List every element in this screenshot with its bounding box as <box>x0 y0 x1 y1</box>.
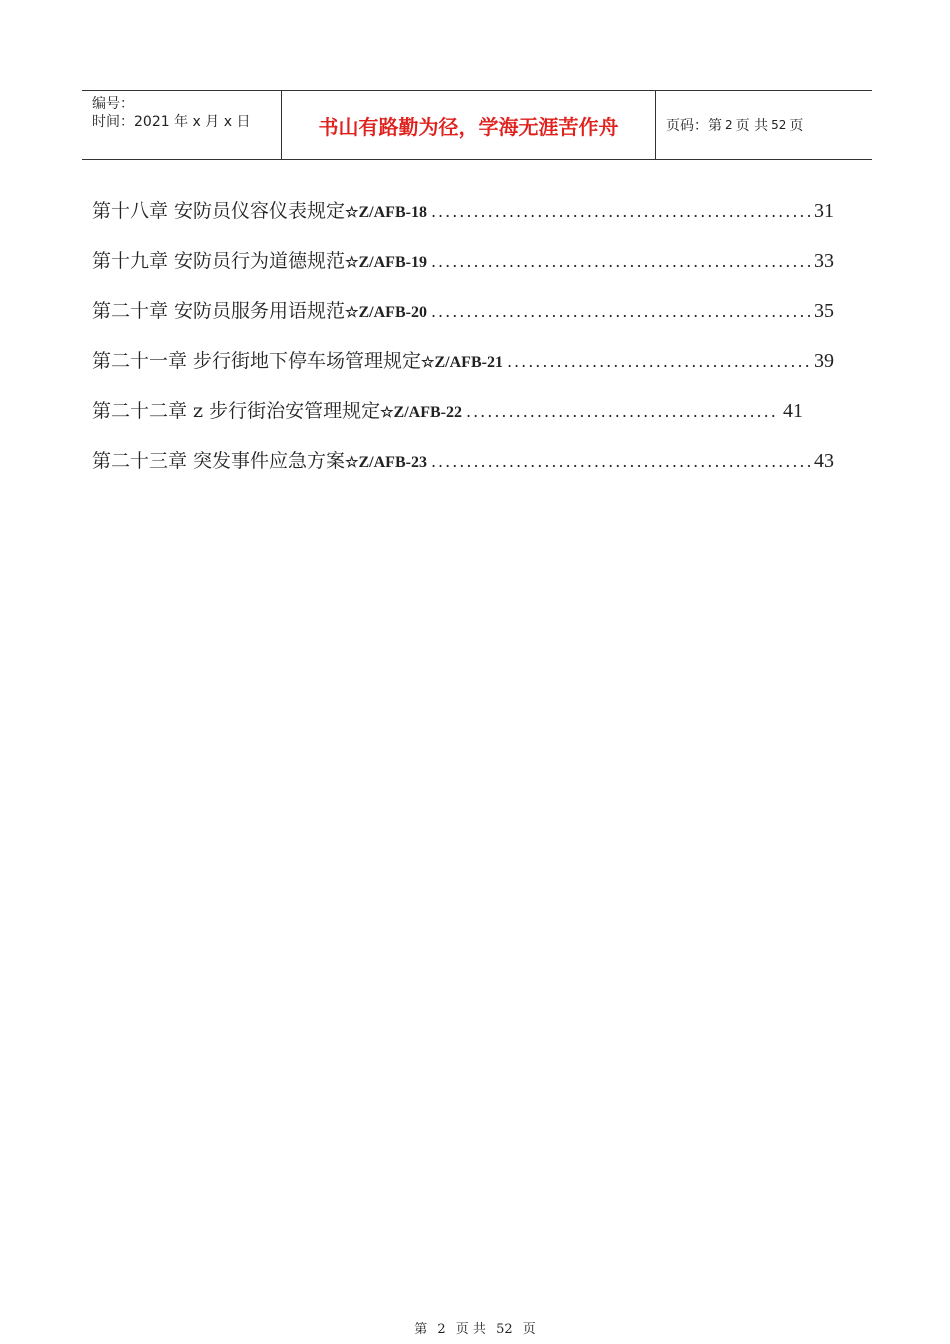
table-of-contents <box>92 196 834 496</box>
star-icon: ☆ <box>345 453 359 471</box>
header-meta <box>82 91 282 159</box>
star-icon: ☆ <box>345 203 359 221</box>
toc-entry[interactable] <box>92 196 834 246</box>
toc-dot-leader <box>431 452 810 471</box>
toc-dot-leader <box>431 202 810 221</box>
toc-entry-page: 43 <box>814 450 834 472</box>
footer-page-mid: 页 共 <box>455 1322 486 1337</box>
footer-page-prefix: 第 <box>414 1322 428 1337</box>
toc-entry-title: 第十九章 安防员行为道德规范 <box>92 250 346 272</box>
star-icon: ☆ <box>380 403 394 421</box>
toc-entry-title: 第二十三章 突发事件应急方案 <box>92 450 346 472</box>
toc-entry[interactable] <box>92 446 834 496</box>
header-page-suffix: 页 <box>789 118 804 134</box>
page-footer <box>0 1318 950 1337</box>
toc-entry-title: 第二十二章 z 步行街治安管理规定 <box>92 400 381 422</box>
footer-page-current: 2 <box>437 1322 446 1337</box>
toc-entry-code: Z/AFB-20 <box>358 304 427 321</box>
header-page-total: 52 <box>771 118 787 132</box>
toc-entry-page: 39 <box>814 350 834 372</box>
header-motto: 书山有路勤为径，学海无涯苦作舟 <box>282 91 656 159</box>
toc-entry-page: 33 <box>814 250 834 272</box>
toc-entry[interactable] <box>92 246 834 296</box>
toc-entry-page: 31 <box>814 200 834 222</box>
toc-entry-title: 第二十一章 步行街地下停车场管理规定 <box>92 350 422 372</box>
toc-entry-code: Z/AFB-21 <box>434 354 503 371</box>
document-time-label: 时间：2021 年 x 月 x 日 <box>92 114 251 130</box>
toc-dot-leader <box>507 352 810 371</box>
toc-entry-code: Z/AFB-22 <box>393 404 462 421</box>
toc-dot-leader <box>431 252 810 271</box>
toc-entry-code: Z/AFB-23 <box>358 454 427 471</box>
toc-entry-code: Z/AFB-18 <box>358 204 427 221</box>
star-icon: ☆ <box>345 253 359 271</box>
header-page-info <box>656 91 872 159</box>
toc-entry-page: 35 <box>814 300 834 322</box>
toc-dot-leader <box>431 302 810 321</box>
toc-entry-title: 第二十章 安防员服务用语规范 <box>92 300 346 322</box>
footer-page-total: 52 <box>496 1322 513 1337</box>
header-page-mid: 页 共 <box>735 118 769 134</box>
star-icon: ☆ <box>345 303 359 321</box>
toc-dot-leader <box>466 402 779 421</box>
document-number-label: 编号： <box>92 96 134 112</box>
page-header <box>82 90 872 160</box>
toc-entry[interactable] <box>92 296 834 346</box>
footer-page-suffix: 页 <box>522 1322 536 1337</box>
star-icon: ☆ <box>421 353 435 371</box>
toc-entry-code: Z/AFB-19 <box>358 254 427 271</box>
toc-entry[interactable] <box>92 346 834 396</box>
toc-entry[interactable] <box>92 396 803 446</box>
toc-entry-title: 第十八章 安防员仪容仪表规定 <box>92 200 346 222</box>
header-page-current: 2 <box>725 118 733 132</box>
header-page-prefix: 页码：第 <box>666 118 722 134</box>
toc-entry-page: 41 <box>783 400 803 422</box>
